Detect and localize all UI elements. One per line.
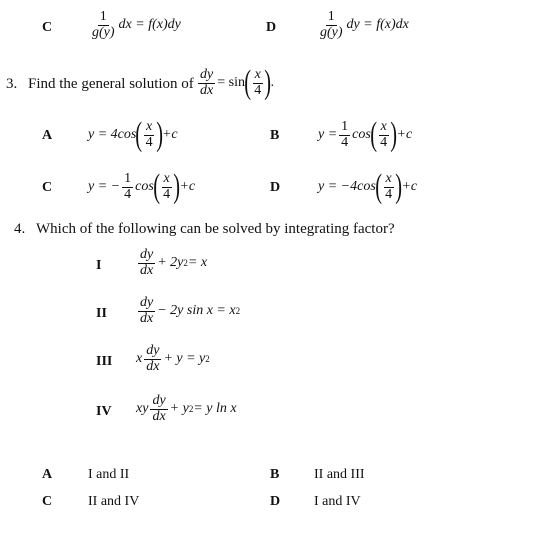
q3-option-d-letter: D [270,180,281,195]
q3-option-b-letter: B [270,128,280,143]
q3-option-a-letter: A [42,128,53,143]
q2-option-d-letter: D [266,20,277,35]
q4-item-1-expression: $\frac{dy}{dx}$ + 2y 2 = x [140,247,208,278]
q4-item-1-label: I [96,258,102,273]
q4-option-b-text: II and III [314,467,365,482]
q3-equation: $\frac{dy}{dx}$ = sin ( $\frac{x}{4}$ ) . [200,64,275,101]
q2-option-d-expression: $\frac{1}{g(y)}$ dy = f(x)dx [320,9,409,40]
q2-option-c-letter: C [42,20,53,35]
q4-option-d-letter: D [270,494,281,509]
q4-number: 4. [14,221,26,237]
q2-option-d-fraction: $\frac{1}{g(y)}$ [320,9,343,40]
q3-option-d-expression: y = −4cos ( $\frac{x}{4}$ ) +c [318,168,418,205]
q2-option-c-expression: $\frac{1}{g(y)}$ dx = f(x)dy [92,9,181,40]
q4-option-c-letter: C [42,494,53,509]
q3-option-a-expression: y = 4cos ( $\frac{x}{4}$ ) +c [88,116,178,153]
q3-text: Find the general solution of [28,76,194,92]
q4-option-b-letter: B [270,467,280,482]
q3-arg-fraction: $\frac{x}{4}$ [254,66,262,98]
q4-item-3-label: III [96,354,113,369]
q4-item-3-expression: x $\frac{dy}{dx}$ + y = y 2 [136,343,210,374]
q4-option-c-text: II and IV [88,494,140,509]
q3-option-b-expression: y = $\frac{1}{4}$ cos ( $\frac{x}{4}$ ) +c [318,116,413,153]
q4-option-a-text: I and II [88,467,130,482]
q3-option-c-expression: y = − $\frac{1}{4}$ cos ( $\frac{x}{4}$ ) +c [88,168,196,205]
q3-number: 3. [6,76,18,92]
q4-item-2-label: II [96,306,107,321]
q4-text: Which of the following can be solved by integrating factor? [36,221,395,237]
q2-option-c-fraction: $\frac{1}{g(y)}$ [92,9,115,40]
q4-option-d-text: I and IV [314,494,361,509]
q3-lhs-fraction: $\frac{dy}{dx}$ [200,66,214,98]
q4-option-a-letter: A [42,467,53,482]
q4-item-2-expression: $\frac{dy}{dx}$ − 2y sin x = x 2 [140,295,241,326]
q4-item-4-label: IV [96,404,112,419]
q3-option-c-letter: C [42,180,53,195]
q4-item-4-expression: xy $\frac{dy}{dx}$ + y 2 = y ln x [136,393,237,424]
